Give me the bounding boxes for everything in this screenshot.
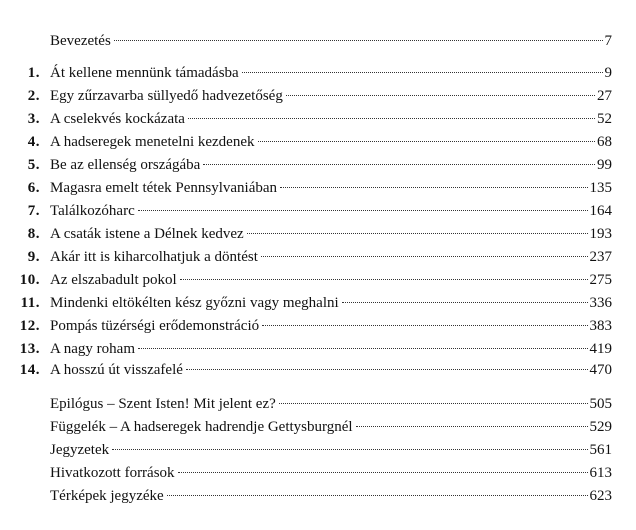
toc-entry-page: 336 [589,295,612,311]
toc-entry-number: 10. [19,272,40,288]
dot-leader [167,495,588,496]
dot-leader [138,210,588,211]
toc-entry-chapter-4 [0,131,636,153]
toc-entry-chapter-13 [0,338,636,360]
toc-entry-epilogue [0,393,636,415]
toc-entry-page: 505 [589,396,612,412]
dot-leader [258,141,596,142]
toc-entry-page: 7 [604,33,612,49]
dot-leader [247,233,588,234]
toc-entry-title: A hosszú út visszafelé [50,362,183,378]
toc-entry-number: 14. [19,362,40,378]
dot-leader [138,348,588,349]
toc-entry-chapter-8 [0,223,636,245]
toc-entry-title: Mindenki eltökélten kész győzni vagy meghalni [50,295,339,311]
toc-entry-title: Akár itt is kiharcolhatjuk a döntést [50,249,258,265]
toc-entry-chapter-7 [0,200,636,222]
toc-entry-page: 52 [597,111,612,127]
toc-entry-title: Egy zűrzavarba süllyedő hadvezetőség [50,88,283,104]
dot-leader [279,403,588,404]
toc-entry-title: Magasra emelt tétek Pennsylvaniában [50,180,278,196]
dot-leader [178,472,588,473]
toc-entry-sources [0,462,636,484]
toc-entry-page: 470 [589,362,612,378]
toc-entry-maps [0,485,636,507]
toc-entry-number: 9. [27,249,40,265]
toc-entry-page: 237 [589,249,612,265]
toc-entry-chapter-12 [0,315,636,337]
toc-entry-title: A hadseregek menetelni kezdenek [50,134,255,150]
toc-entry-number: 2. [27,88,40,104]
toc-entry-title: Térképek jegyzéke [50,488,164,504]
toc-entry-page: 613 [589,465,612,481]
toc-entry-title: Függelék – A hadseregek hadrendje Gettysburgnél [50,419,353,435]
toc-entry-title: A nagy roham [50,341,135,357]
toc-entry-chapter-10 [0,269,636,291]
dot-leader [286,95,595,96]
toc-entry-chapter-14 [0,359,636,381]
toc-entry-page: 68 [597,134,612,150]
toc-entry-appendix [0,416,636,438]
toc-entry-page: 419 [589,341,612,357]
toc-entry-page: 9 [604,65,612,81]
dot-leader [342,302,588,303]
toc-entry-chapter-5 [0,154,636,176]
toc-entry-page: 27 [597,88,612,104]
toc-entry-number: 11. [20,295,40,311]
toc-entry-notes [0,439,636,461]
toc-entry-page: 135 [589,180,612,196]
toc-entry-chapter-6 [0,177,636,199]
toc-entry-page: 561 [589,442,612,458]
toc-entry-title: Be az ellenség országába [50,157,201,173]
toc-entry-page: 623 [589,488,612,504]
dot-leader [114,40,603,41]
toc-entry-title: Bevezetés [50,33,111,49]
toc-entry-page: 193 [589,226,612,242]
toc-entry-title: Találkozóharc [50,203,135,219]
toc-entry-page: 99 [597,157,612,173]
dot-leader [262,325,587,326]
toc-entry-chapter-1 [0,62,636,84]
dot-leader [242,72,603,73]
toc-entry-title: Pompás tüzérségi erődemonstráció [50,318,260,334]
toc-entry-title: Epilógus – Szent Isten! Mit jelent ez? [50,396,276,412]
dot-leader [188,118,595,119]
toc-entry-number: 13. [19,341,40,357]
toc-entry-introduction [0,30,636,52]
toc-entry-number: 12. [19,318,40,334]
dot-leader [203,164,595,165]
toc-entry-title: A cselekvés kockázata [50,111,185,127]
toc-entry-chapter-2 [0,85,636,107]
toc-entry-number: 8. [27,226,40,242]
dot-leader [180,279,588,280]
toc-entry-chapter-9 [0,246,636,268]
toc-entry-number: 4. [27,134,40,150]
toc-entry-page: 275 [589,272,612,288]
dot-leader [186,369,588,370]
toc-entry-title: A csaták istene a Délnek kedvez [50,226,244,242]
toc-entry-number: 3. [27,111,40,127]
dot-leader [112,449,587,450]
toc-entry-number: 1. [27,65,40,81]
toc-entry-page: 164 [589,203,612,219]
toc-entry-chapter-3 [0,108,636,130]
toc-entry-title: Hivatkozott források [50,465,175,481]
toc-entry-page: 529 [589,419,612,435]
toc-entry-chapter-11 [0,292,636,314]
toc-entry-title: Át kellene mennünk támadásba [50,65,239,81]
dot-leader [356,426,588,427]
dot-leader [261,256,588,257]
toc-entry-number: 6. [27,180,40,196]
toc-entry-number: 7. [27,203,40,219]
toc-entry-number: 5. [27,157,40,173]
toc-entry-title: Az elszabadult pokol [50,272,177,288]
toc-entry-page: 383 [589,318,612,334]
toc-entry-title: Jegyzetek [50,442,110,458]
dot-leader [280,187,587,188]
